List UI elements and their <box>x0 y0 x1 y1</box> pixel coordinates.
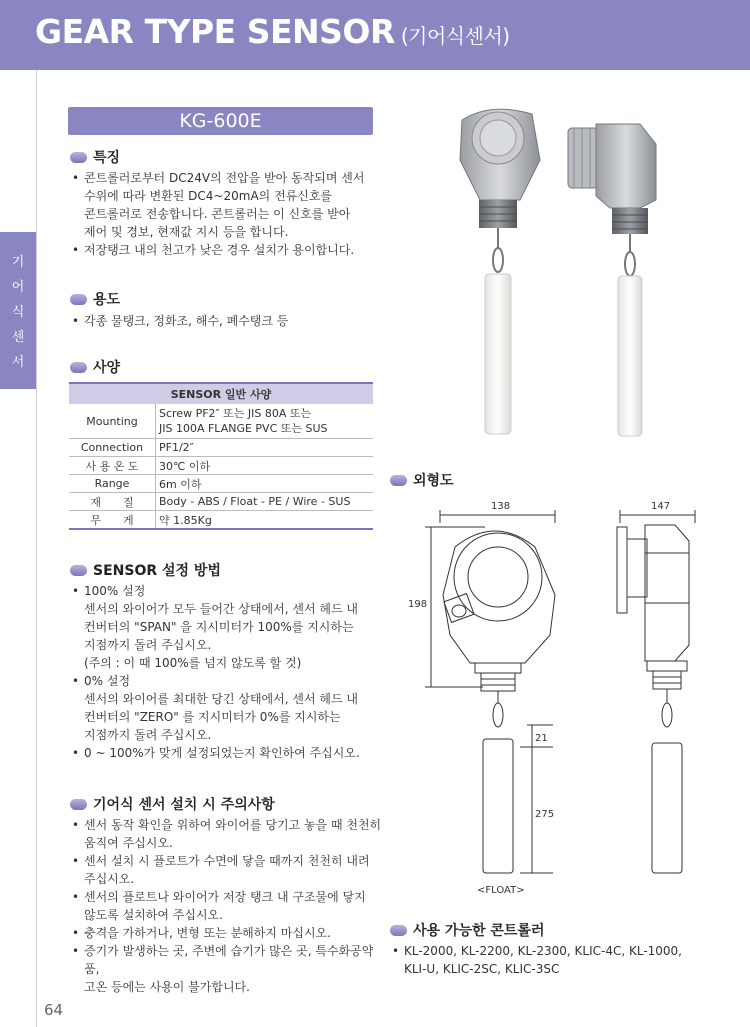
caution-heading: 기어식 센서 설치 시 주의사항 <box>70 794 275 814</box>
bullet-icon <box>70 362 87 373</box>
float-label: <FLOAT> <box>477 885 525 896</box>
bullet-icon <box>70 152 87 163</box>
spec-table <box>69 382 373 530</box>
spec-table-title: SENSOR 일반 사양 <box>69 383 373 404</box>
margin-line <box>36 70 37 1027</box>
bullet-icon <box>70 565 87 576</box>
side-tab-char: 센 <box>11 330 25 345</box>
page-title: GEAR TYPE SENSOR (기어식센서) <box>35 12 510 51</box>
page-header <box>0 0 750 70</box>
side-tab-char: 식 <box>11 305 25 320</box>
model-banner: KG-600E <box>68 107 373 135</box>
setup-list: • 100% 설정 센서의 와이어가 모두 들어간 상태에서, 센서 헤드 내 컨버터의 "SPAN" 을 지시미터가 100%를 지시하는 지점까지 돌려 주십시오. (주의 : 이 때 100%를 넘지 않도록 할 것) • 0% 설정 센서의 와이어를 최대한 당긴 상태에서, 센서 헤드 내 컨버터의 "ZERO" 를 지시미터가 0%를 지시하는 지점까지 돌려 주십시오. • 0 ~ 100%가 맞게 설정되었는지 확인하여 주십시오. <box>72 584 360 760</box>
side-tab-char: 기 <box>11 255 25 270</box>
table-row: 사 용 온 도 30℃ 이하 <box>69 457 373 475</box>
controllers-list: • KL-2000, KL-2200, KL-2300, KLIC-4C, KL-1000, KLI-U, KLIC-2SC, KLIC-3SC <box>392 944 682 976</box>
sensor-side-view <box>568 124 656 436</box>
dimension-heading: 외형도 <box>390 470 454 490</box>
page-number: 64 <box>44 1001 64 1019</box>
dimension-drawing <box>395 495 740 900</box>
table-row: 재 질 Body - ABS / Float - PE / Wire - SUS <box>69 493 373 511</box>
dim-width-front: 138 <box>491 501 511 512</box>
features-list: • 콘트롤러로부터 DC24V의 전압을 받아 동작되며 센서 수위에 따라 변환된 DC4~20mA의 전류신호를 콘트롤러로 전송합니다. 콘트롤러는 이 신호를 받아 제어 및 경보, 현재값 지시 등을 합니다. • 저장탱크 내의 천고가 낮은 경우 설치가 용이합니다. <box>72 171 365 257</box>
caution-list: • 센서 동작 확인을 위하여 와이어를 당기고 놓을 때 천천히 움직여 주십시오. • 센서 설치 시 플로트가 수면에 닿을 때까지 천천히 내려 주십시오. • 센서의 플로트나 와이어가 저장 탱크 내 구조물에 닿지 않도록 설치하여 주십시오. • 충격을 가하거나, 변형 또는 분해하지 마십시오. • 증기가 발생하는 곳, 주변에 습기가 많은 곳, 특수화공약품, 고온 등에는 사용이 불가합니다. <box>72 818 382 994</box>
side-tab <box>0 232 36 389</box>
side-tab-char: 어 <box>11 280 25 295</box>
table-row: 무 게 약 1.85Kg <box>69 511 373 530</box>
bullet-icon <box>70 799 87 810</box>
bullet-icon <box>390 475 407 486</box>
usage-heading: 용도 <box>70 289 120 309</box>
table-row: Connection PF1/2″ <box>69 439 373 457</box>
bullet-icon <box>70 294 87 305</box>
side-tab-char: 서 <box>11 355 25 370</box>
page-subtitle: (기어식센서) <box>400 24 510 48</box>
setup-heading: SENSOR 설정 방법 <box>70 560 221 580</box>
bullet-icon <box>390 925 407 936</box>
table-row: Range 6m 이하 <box>69 475 373 493</box>
dim-height-wire: 21 <box>535 733 548 744</box>
dim-height-body: 198 <box>408 599 428 610</box>
controllers-heading: 사용 가능한 콘트롤러 <box>390 920 544 940</box>
dim-height-float: 275 <box>535 809 555 820</box>
product-photo <box>440 100 700 450</box>
usage-list: • 각종 물탱크, 정화조, 해수, 폐수탱크 등 <box>72 314 289 328</box>
spec-heading: 사양 <box>70 357 120 377</box>
features-heading: 특징 <box>70 147 120 167</box>
dim-width-side: 147 <box>651 501 671 512</box>
sensor-front-view <box>460 109 540 434</box>
table-row: Mounting Screw PF2″ 또는 JIS 80A 또는 JIS 100A FLANGE PVC 또는 SUS <box>69 404 373 439</box>
